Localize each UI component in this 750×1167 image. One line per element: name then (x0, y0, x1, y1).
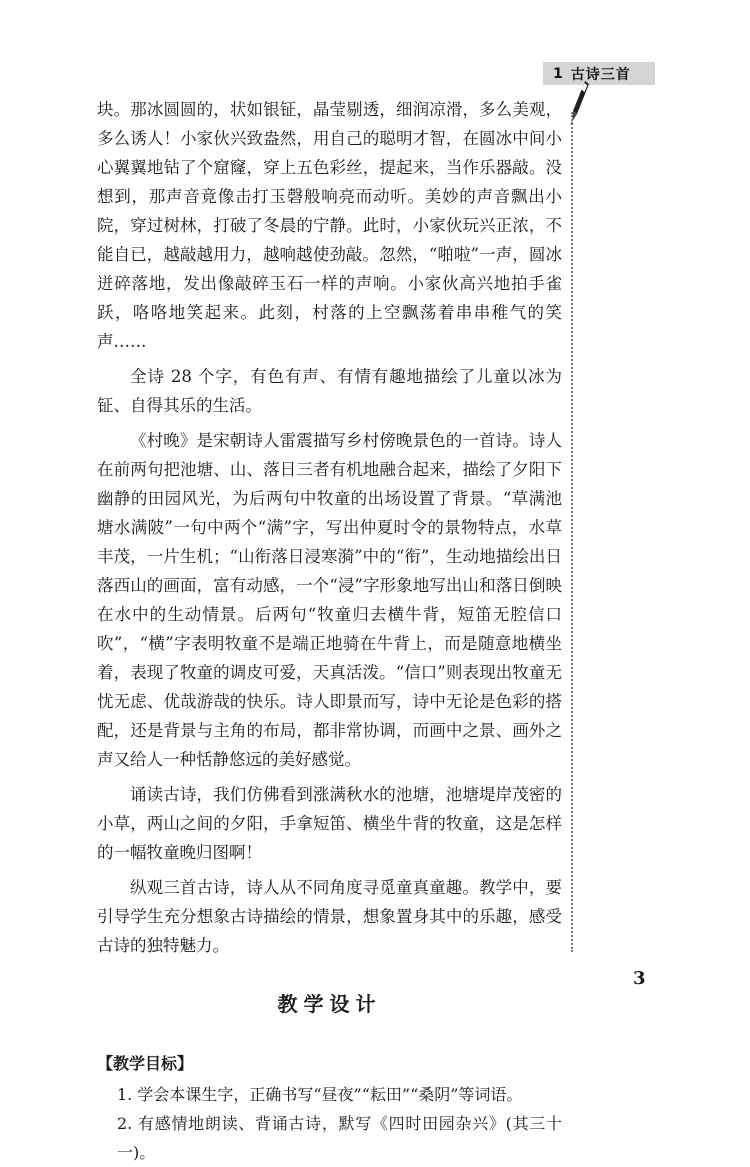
section-title: 教学设计 (277, 992, 382, 1016)
page-number: 3 (633, 968, 646, 989)
chapter-title: 古诗三首 (570, 66, 631, 83)
paragraph: 诵读古诗，我们仿佛看到涨满秋水的池塘，池塘堤岸茂密的小草，两山之间的夕阳，手拿短笛、横坐牛背的牧童，这是怎样的一幅牧童晚归图啊！ (97, 785, 562, 862)
paragraph: 《村晚》是宋朝诗人雷震描写乡村傍晚景色的一首诗。诗人在前两句把池塘、山、落日三者有机地融合起来，描绘了夕阳下幽静的田园风光，为后两句中牧童的出场设置了背景。“草满池塘水满陂”一句中两个“满”字，写出仲夏时令的景物特点，水草丰茂，一片生机；“山衔落日浸寒漪”中的“衔”，生动地描绘出日落西山的画面，富有动感，一个“浸”字形象地写出山和落日倒映在水中的生动情景。后两句“牧童归去横牛背，短笛无腔信口吹”，“横”字表明牧童不是端正地骑在牛背上，而是随意地横坐着，表现了牧童的调皮可爱，天真活泼。“信口”则表现出牧童无忧无虑、优哉游哉的快乐。诗人即景而写，诗中无论是色彩的搭配，还是背景与主角的布局，都非常协调，而画中之景、画外之声又给人一种恬静悠远的美好感觉。 (97, 431, 562, 769)
margin-dotted-line (571, 112, 573, 952)
objective-item: 1. 学会本课生字，正确书写“昼夜”“耘田”“桑阴”等词语。 (117, 1085, 523, 1104)
page-content (97, 95, 562, 1167)
paragraph: 全诗 28 个字，有色有声、有情有趣地描绘了儿童以冰为钲、自得其乐的生活。 (97, 367, 562, 415)
objective-item: 2. 有感情地朗读、背诵古诗，默写《四时田园杂兴》(其三十一)。 (117, 1114, 562, 1162)
chapter-header-tab (543, 62, 655, 85)
paragraph-continuation: 块。那冰圆圆的，状如银钲，晶莹剔透，细润凉滑，多么美观，多么诱人！小家伙兴致盎然，用自己的聪明才智，在圆冰中间小心翼翼地钻了个窟窿，穿上五色彩丝，提起来，当作乐器敲。没想到，那声音竟像击打玉磬般响亮而动听。美妙的声音飘出小院，穿过树林，打破了冬晨的宁静。此时，小家伙玩兴正浓，不能自已，越敲越用力，越响越使劲敲。忽然，“啪啦”一声，圆冰迸碎落地，发出像敲碎玉石一样的声响。小家伙高兴地拍手雀跃，咯咯地笑起来。此刻，村落的上空飘荡着串串稚气的笑声…… (97, 100, 562, 351)
chapter-number: 1 (553, 65, 563, 82)
objectives-heading: 【教学目标】 (97, 1054, 194, 1073)
paragraph: 纵观三首古诗，诗人从不同角度寻觅童真童趣。教学中，要引导学生充分想象古诗描绘的情景，想象置身其中的乐趣，感受古诗的独特魅力。 (97, 878, 562, 955)
